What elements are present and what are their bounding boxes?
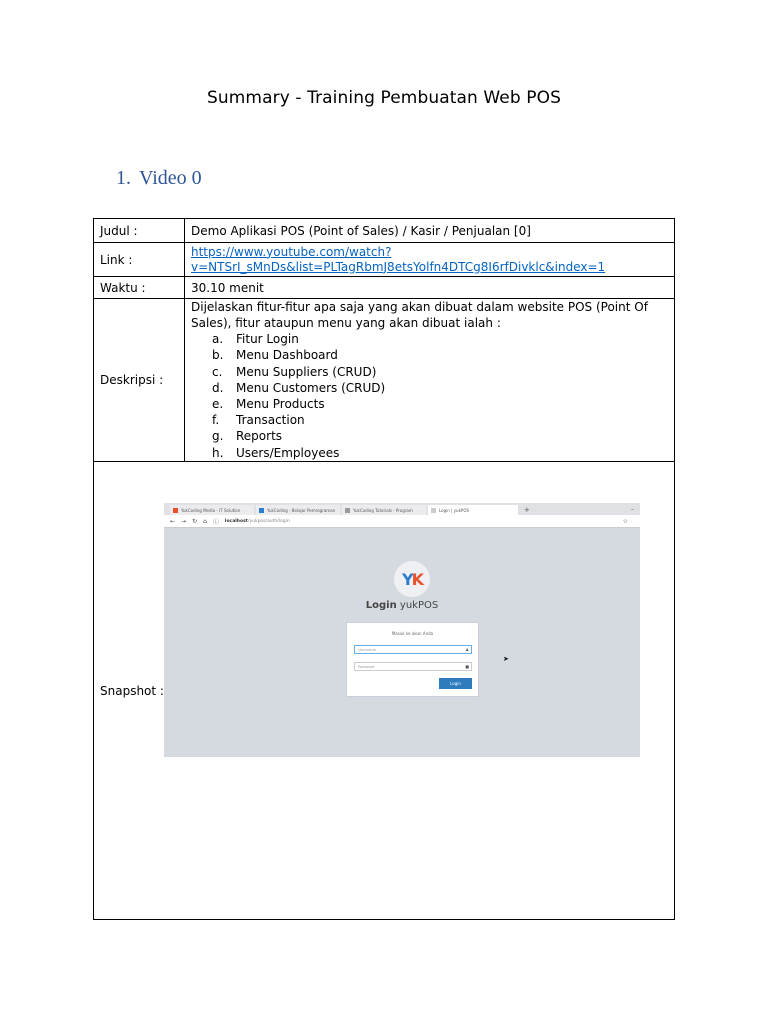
password-field: Password ■ bbox=[354, 662, 472, 671]
info-icon: ⓘ bbox=[212, 518, 219, 526]
list-item: g. Reports bbox=[212, 429, 283, 444]
waktu-label: Waktu : bbox=[94, 277, 185, 299]
link-label: Link : bbox=[94, 243, 185, 277]
favicon-icon bbox=[259, 508, 264, 513]
snapshot-label: Snapshot : bbox=[100, 683, 164, 698]
row-judul bbox=[94, 219, 675, 243]
user-icon: ♟ bbox=[465, 647, 469, 652]
browser-tab: YukCoding Media - IT Solution bbox=[170, 505, 254, 515]
deskripsi-list bbox=[191, 331, 668, 461]
login-box bbox=[346, 622, 479, 697]
browser-address-bar bbox=[164, 515, 640, 528]
login-button: Login bbox=[439, 678, 472, 689]
new-tab-icon: + bbox=[524, 506, 530, 514]
username-field: Username ♟ bbox=[354, 645, 472, 654]
list-item: e. Menu Products bbox=[212, 397, 325, 411]
back-icon: ← bbox=[170, 517, 176, 525]
row-link bbox=[94, 243, 675, 277]
list-item: d. Menu Customers (CRUD) bbox=[212, 380, 386, 395]
login-heading: Masuk ke akun Anda bbox=[391, 631, 434, 636]
star-icon: ☆ bbox=[622, 517, 628, 525]
url-text: localhost/yukpos/auth/login bbox=[224, 518, 290, 524]
waktu-value: 30.10 menit bbox=[185, 277, 675, 299]
list-item: c. Menu Suppliers (CRUD) bbox=[212, 364, 377, 379]
list-item: a. Fitur Login bbox=[212, 332, 299, 347]
section-heading bbox=[116, 167, 202, 190]
forward-icon: → bbox=[181, 517, 187, 525]
deskripsi-intro: Dijelaskan fitur-fitur apa saja yang akan dibuat dalam website POS (Point Of Sales), fitur ataupun menu yang akan dibuat ialah : bbox=[191, 300, 648, 331]
reload-icon: ↻ bbox=[192, 517, 198, 525]
browser-tab: YukCoding - Belajar Pemrograman bbox=[256, 505, 340, 515]
deskripsi-value bbox=[185, 299, 675, 462]
link-line-2[interactable]: v=NTSrI_sMnDs&list=PLTagRbmJ8etsYolfn4DTCg8I6rfDivklc&index=1 bbox=[191, 259, 606, 274]
favicon-icon bbox=[173, 508, 178, 513]
home-icon: ⌂ bbox=[203, 517, 207, 525]
favicon-icon bbox=[345, 508, 350, 513]
link-line-1[interactable]: https://www.youtube.com/watch? bbox=[191, 244, 392, 259]
lock-icon: ■ bbox=[465, 664, 469, 669]
row-deskripsi bbox=[94, 299, 675, 462]
app-login-title: Login yukPOS bbox=[365, 600, 439, 611]
document-title: Summary - Training Pembuatan Web POS bbox=[207, 88, 561, 108]
list-item: f. Transaction bbox=[212, 413, 305, 428]
favicon-icon bbox=[431, 508, 436, 513]
browser-tab-active: Login | yukPOS bbox=[428, 505, 518, 515]
browser-tab-bar bbox=[164, 503, 640, 515]
deskripsi-label: Deskripsi : bbox=[94, 299, 185, 462]
row-waktu bbox=[94, 277, 675, 299]
browser-tab: YukCoding Tutorials - Program bbox=[342, 505, 426, 515]
mouse-cursor-icon: ➤ bbox=[503, 655, 509, 663]
judul-value: Demo Aplikasi POS (Point of Sales) / Kasir / Penjualan [0] bbox=[185, 219, 675, 243]
yukpos-logo-icon: Y K bbox=[394, 561, 430, 597]
judul-label: Judul : bbox=[94, 219, 185, 243]
section-title: Video 0 bbox=[139, 167, 202, 189]
list-item: h. Users/Employees bbox=[212, 445, 340, 460]
section-number: 1. bbox=[116, 167, 131, 189]
link-value[interactable] bbox=[185, 243, 675, 277]
minimize-icon: – bbox=[631, 506, 634, 513]
list-item: b. Menu Dashboard bbox=[212, 348, 338, 363]
snapshot-image bbox=[164, 503, 640, 757]
